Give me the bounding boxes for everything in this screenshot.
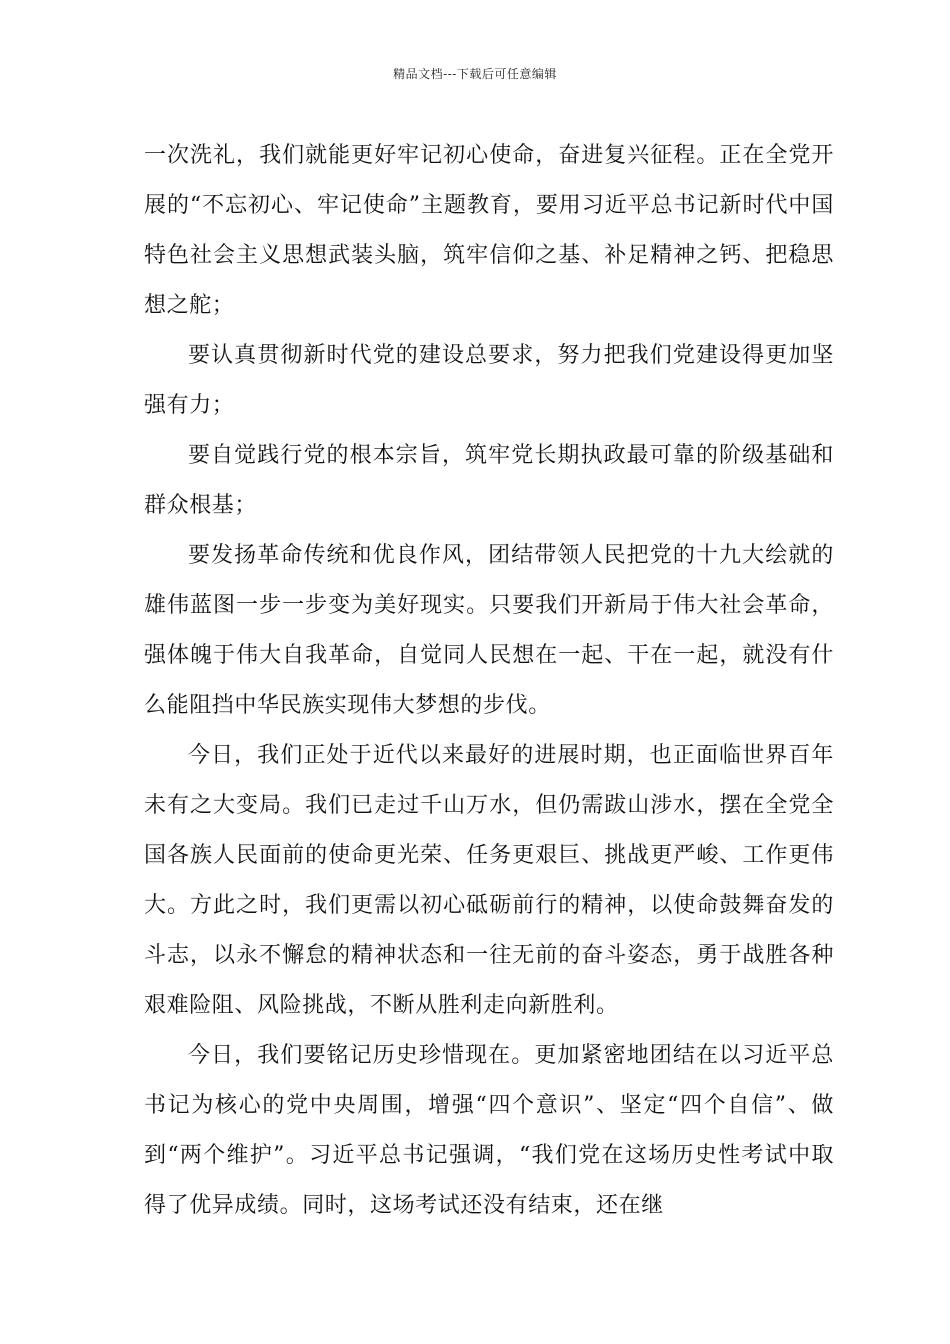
paragraph-continuation: 一次洗礼，我们就能更好牢记初心使命，奋进复兴征程。正在全党开展的“不忘初心、牢记使命”主题教育，要用习近平总书记新时代中国特色社会主义思想武装头脑，筑牢信仰之基、补足精神之钙、把稳思想之舵； [144, 143, 834, 318]
paragraph: 要发扬革命传统和优良作风，团结带领人民把党的十九大绘就的雄伟蓝图一步一步变为美好现实。只要我们开新局于伟大社会革命，强体魄于伟大自我革命，自觉同人民想在一起、干在一起，就没有什么能阻挡中华民族实现伟大梦想的步伐。 [144, 543, 834, 718]
document-body [144, 131, 834, 1231]
paragraph: 今日，我们正处于近代以来最好的进展时期，也正面临世界百年未有之大变局。我们已走过千山万水，但仍需跋山涉水，摆在全党全国各族人民面前的使命更光荣、任务更艰巨、挑战更严峻、工作更伟大。方此之时，我们更需以初心砥砺前行的精神，以使命鼓舞奋发的斗志，以永不懈怠的精神状态和一往无前的奋斗姿态，勇于战胜各种艰难险阻、风险挑战，不断从胜利走向新胜利。 [144, 743, 834, 1018]
paragraph: 今日，我们要铭记历史珍惜现在。更加紧密地团结在以习近平总书记为核心的党中央周围，增强“四个意识”、坚定“四个自信”、做到“两个维护”。习近平总书记强调，“我们党在这场历史性考试中取得了优异成绩。同时，这场考试还没有结束，还在继 [144, 1043, 834, 1218]
paragraph: 要自觉践行党的根本宗旨，筑牢党长期执政最可靠的阶级基础和群众根基； [144, 443, 834, 518]
paragraph: 要认真贯彻新时代党的建设总要求，努力把我们党建设得更加坚强有力； [144, 343, 834, 418]
page-header: 精品文档---下载后可任意编辑 [393, 67, 557, 81]
